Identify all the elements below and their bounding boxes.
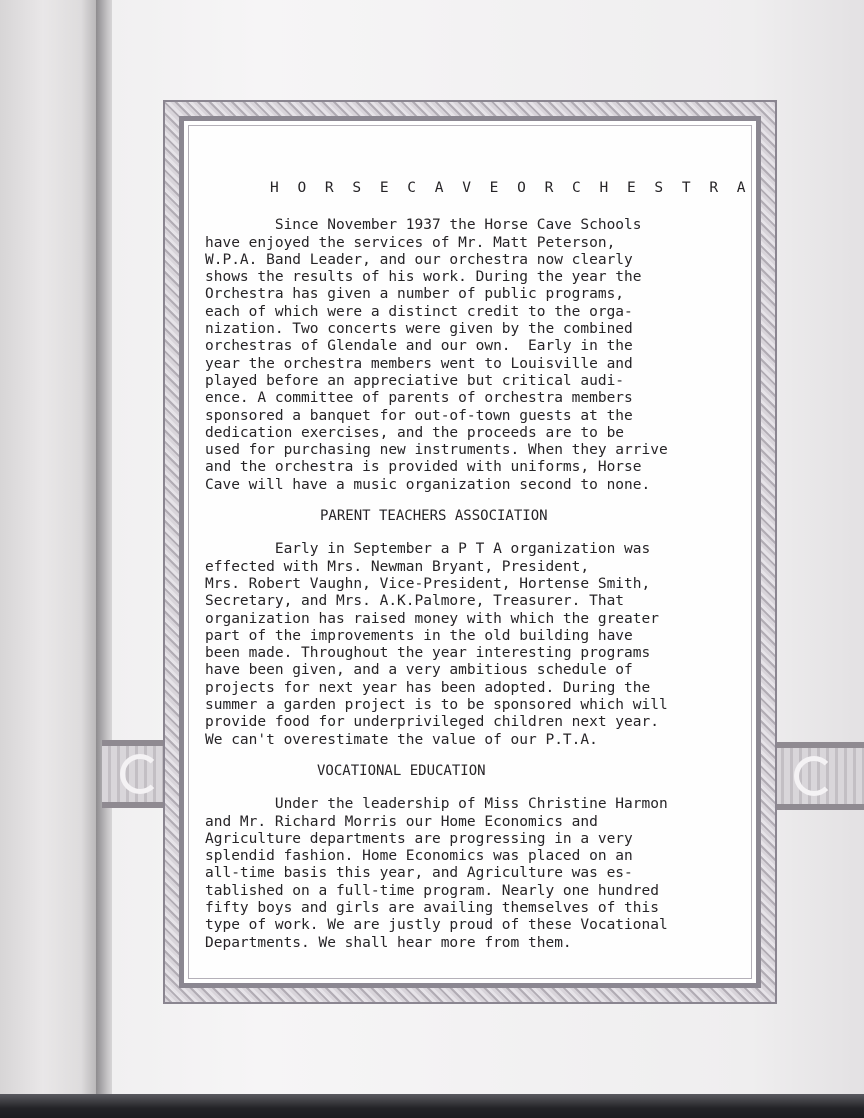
text-line: nization. Two concerts were given by the combined: [205, 321, 633, 338]
text-line: played before an appreciative but critical audi-: [205, 372, 625, 389]
text-line: each of which were a distinct credit to the orga-: [205, 303, 633, 320]
text-line: and the orchestra is provided with uniforms, Horse: [205, 459, 642, 476]
section-heading-pta: PARENT TEACHERS ASSOCIATION: [320, 508, 548, 525]
text-line: fifty boys and girls are availing themselves of this: [205, 899, 659, 916]
left-page-edge: [0, 0, 108, 1100]
text-line: Early in September a P T A organization was: [205, 541, 651, 558]
text-line: effected with Mrs. Newman Bryant, President,: [205, 558, 590, 575]
text-line: Departments. We shall hear more from them.: [205, 934, 572, 951]
text-line: and Mr. Richard Morris our Home Economics and: [205, 813, 598, 830]
text-line: part of the improvements in the old building have: [205, 627, 633, 644]
scan-bottom-edge: [0, 1094, 864, 1118]
text-line: Mrs. Robert Vaughn, Vice-President, Hortense Smith,: [205, 575, 651, 592]
text-line: used for purchasing new instruments. When they arrive: [205, 442, 668, 459]
text-line: have been given, and a very ambitious schedule of: [205, 662, 633, 679]
text-line: Secretary, and Mrs. A.K.Palmore, Treasurer. That: [205, 593, 625, 610]
swirl-ornament-icon: [120, 754, 160, 794]
text-line: summer a garden project is to be sponsored which will: [205, 697, 668, 714]
swirl-ornament-icon: [794, 756, 834, 796]
text-line: Under the leadership of Miss Christine Harmon: [205, 796, 668, 813]
text-line: projects for next year has been adopted. During the: [205, 679, 651, 696]
text-line: organization has raised money with which the greater: [205, 610, 659, 627]
vocational-paragraph: [205, 796, 765, 952]
text-line: year the orchestra members went to Louisville and: [205, 355, 633, 372]
text-line: type of work. We are justly proud of these Vocational: [205, 917, 668, 934]
text-line: W.P.A. Band Leader, and our orchestra now clearly: [205, 251, 633, 268]
text-line: splendid fashion. Home Economics was placed on an: [205, 848, 633, 865]
pta-paragraph: [205, 541, 765, 749]
text-line: provide food for underprivileged children next year.: [205, 714, 659, 731]
text-line: been made. Throughout the year interesting programs: [205, 645, 651, 662]
decorative-band-right: [766, 742, 864, 810]
text-line: sponsored a banquet for out-of-town guests at the: [205, 407, 633, 424]
section-heading-vocational: VOCATIONAL EDUCATION: [317, 762, 486, 779]
text-line: We can't overestimate the value of our P.T.A.: [205, 731, 598, 748]
text-line: have enjoyed the services of Mr. Matt Peterson,: [205, 234, 616, 251]
text-line: Cave will have a music organization second to none.: [205, 476, 651, 493]
text-line: Orchestra has given a number of public programs,: [205, 286, 625, 303]
text-line: Agriculture departments are progressing in a very: [205, 830, 633, 847]
orchestra-paragraph: [205, 217, 765, 494]
text-line: all-time basis this year, and Agriculture was es-: [205, 865, 633, 882]
text-line: dedication exercises, and the proceeds are to be: [205, 424, 625, 441]
text-line: shows the results of his work. During the year the: [205, 269, 642, 286]
text-line: Since November 1937 the Horse Cave Schools: [205, 217, 642, 234]
text-line: tablished on a full-time program. Nearly one hundred: [205, 882, 659, 899]
page-text: [205, 180, 765, 952]
text-line: orchestras of Glendale and our own. Early in the: [205, 338, 633, 355]
text-line: ence. A committee of parents of orchestra members: [205, 390, 633, 407]
page-title: H O R S E C A V E O R C H E S T R A: [270, 180, 751, 196]
decorative-band-left: [102, 740, 164, 808]
